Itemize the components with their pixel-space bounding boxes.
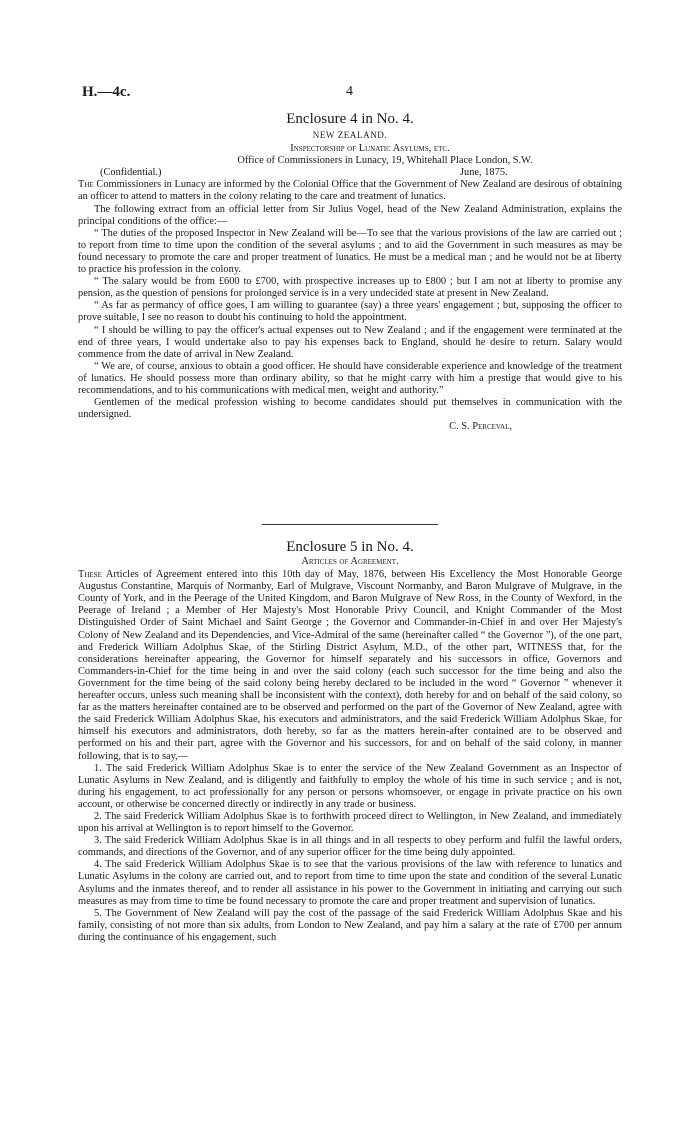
paragraph: “ We are, of course, anxious to obtain a good officer. He should have considerable experience and knowledge of the treatment of lunatics. He should possess more than ordinary ability, so that he might carry with him a prestige that would give to his recommendations, and to his communications with medical men, weight and authority.” [78,360,622,396]
section-divider [262,524,438,525]
enclosure-5 [78,538,622,944]
article-5: 5. The Government of New Zealand will pay the cost of the passage of the said Frederick William Adolphus Skae and his family, consisting of not more than six adults, from London to New Zealand, and pay him a salary at the rate of £700 per annum during the continuance of his engagement, such [78,907,622,943]
articles-heading: Articles of Agreement. [301,556,399,567]
paragraph: “ The duties of the proposed Inspector in New Zealand will be—To see that the various provisions of the law are carried out ; to report from time to time upon the condition of the several asylums ; and to aid the Government in such measures as may be found necessary to promote the care and proper treatment of lunatics. He must be a medical man ; and he would not be at liberty to practice his profession in the colony. [78,227,622,276]
article-4: 4. The said Frederick William Adolphus Skae is to see that the various provisions of the law with reference to lunatics and Lunatic Asylums in the colony are carried out, and to report from time to time upon the state and condition of the several Lunatic Asylums and the inmates thereof, and to render all assistance in his power to the Government in initiating and carrying out such measures as may from time to time be found necessary to promote the care and proper treatment and supervision of lunatics. [78,859,622,907]
enclosure-5-title: Enclosure 5 in No. 4. [286,539,414,555]
confidential-date-row [78,167,622,179]
office-address: Office of Commissioners in Lunacy, 19, Whitehall Place London, S.W. [237,155,533,167]
paragraph: “ As far as permancy of office goes, I am willing to guarantee (say) a three years' engagement ; but, supposing the officer to prove suitable, I see no reason to doubt his continuing to hold the appointment. [78,300,622,324]
letter-date: June, 1875. [460,167,508,179]
subject-heading: Inspectorship of Lunatic Asylums, etc. [290,143,450,155]
article-1: 1. The said Frederick William Adolphus Skae is to enter the service of the New Zealand Government as an Inspector of Lunatic Asylums in New Zealand, and is diligently and faithfully to employ the whole of his time in such service ; and is not, during his engagement, to act professionally for any person or persons whomsoever, or engage in private practice on his own account, or otherwise be concerned directly or indirectly in any trade or business. [78,762,622,810]
paragraph: “ The salary would be from £600 to £700, with prospective increases up to £800 ; but I am not at liberty to promise any pension, as the question of pensions for prolonged service is in a very undecided state at present in New Zealand. [78,276,622,300]
paper-reference: H.—4c. [82,84,131,100]
paragraph: Gentlemen of the medical profession wishing to become candidates should put themselves in communication with the undersigned. [78,397,622,421]
enclosure-4-title: Enclosure 4 in No. 4. [286,111,414,127]
country-heading: NEW ZEALAND. [312,130,388,140]
paragraph: The following extract from an official letter from Sir Julius Vogel, head of the New Zealand Administration, explains the principal conditions of the office:— [78,203,622,227]
paragraph: “ I should be willing to pay the officer's actual expenses out to New Zealand ; and if the engagement were terminated at the end of three years, I would undertake also to pay his expenses back to England, should he desire to return. Salary would commence from the date of arrival in New Zealand. [78,324,622,360]
paragraph: The Commissioners in Lunacy are informed by the Colonial Office that the Government of New Zealand are desirous of obtaining an officer to attend to matters in the colony relating to the care and treatment of lunatics. [78,179,622,203]
article-3: 3. The said Frederick William Adolphus Skae is in all things and in all respects to obey perform and fulfil the lawful orders, commands, and directions of the Governor, and of any superior officer for the time being duly appointed. [78,835,622,859]
page-number: 4 [346,84,353,99]
enclosure-4 [78,110,622,433]
paragraph: These Articles of Agreement entered into this 10th day of May, 1876, between His Excellency the Most Honorable George Augustus Constantine, Marquis of Normanby, Earl of Mulgrave, Viscount Normanby, and Baron Mulgrave of Mulgrave, in the County of York, and in the Peerage of the United Kingdom, and Baron Mulgrave of New Ross, in the County of Wexford, in the Peerage of Ireland ; a Member of Her Majesty's Most Honorable Privy Council, and Knight Commander of the Most Distinguished Order of Saint Michael and Saint George ; the Governor and Commander-in-Chief in and over Her Majesty's Colony of New Zealand and its Dependencies, and Vice-Admiral of the same (hereinafter called “ the Governor ”), of the one part, and Frederick William Adolphus Skae, of the Stirling District Asylum, M.D., of the other part, WITNESS that, for the considerations hereinafter appearing, the Governor for himself separately and his successors in office, Governors and Commanders-in-Chief for the time being in and over the said colony (each such successor for the time being and also the Government for the time being of the said colony being hereby declared to be included in the word “ Governor ” whenever it hereafter occurs, unless such meaning shall be inconsistent with the context), doth hereby for and on behalf of the said colony, so far as the matters hereinafter contained are to be observed and performed on the part of the Governor of New Zealand, agree with the said Frederick William Adolphus Skae, his executors and administrators, and the said Frederick William Adolphus Skae, for himself his executors and administrators, doth hereby, so far as the matters herein-after contained are to be observed and performed on his and their part, agree with the Governor and his successors, for and on behalf of the said colony, in manner following, that is to say,— [78,569,622,762]
article-2: 2. The said Frederick William Adolphus Skae is to forthwith proceed direct to Wellington, in New Zealand, and immediately upon his arrival at Wellington is to report himself to the Governor. [78,810,622,835]
signature: C. S. Perceval, [449,421,512,433]
confidential-label: (Confidential.) [100,167,162,179]
